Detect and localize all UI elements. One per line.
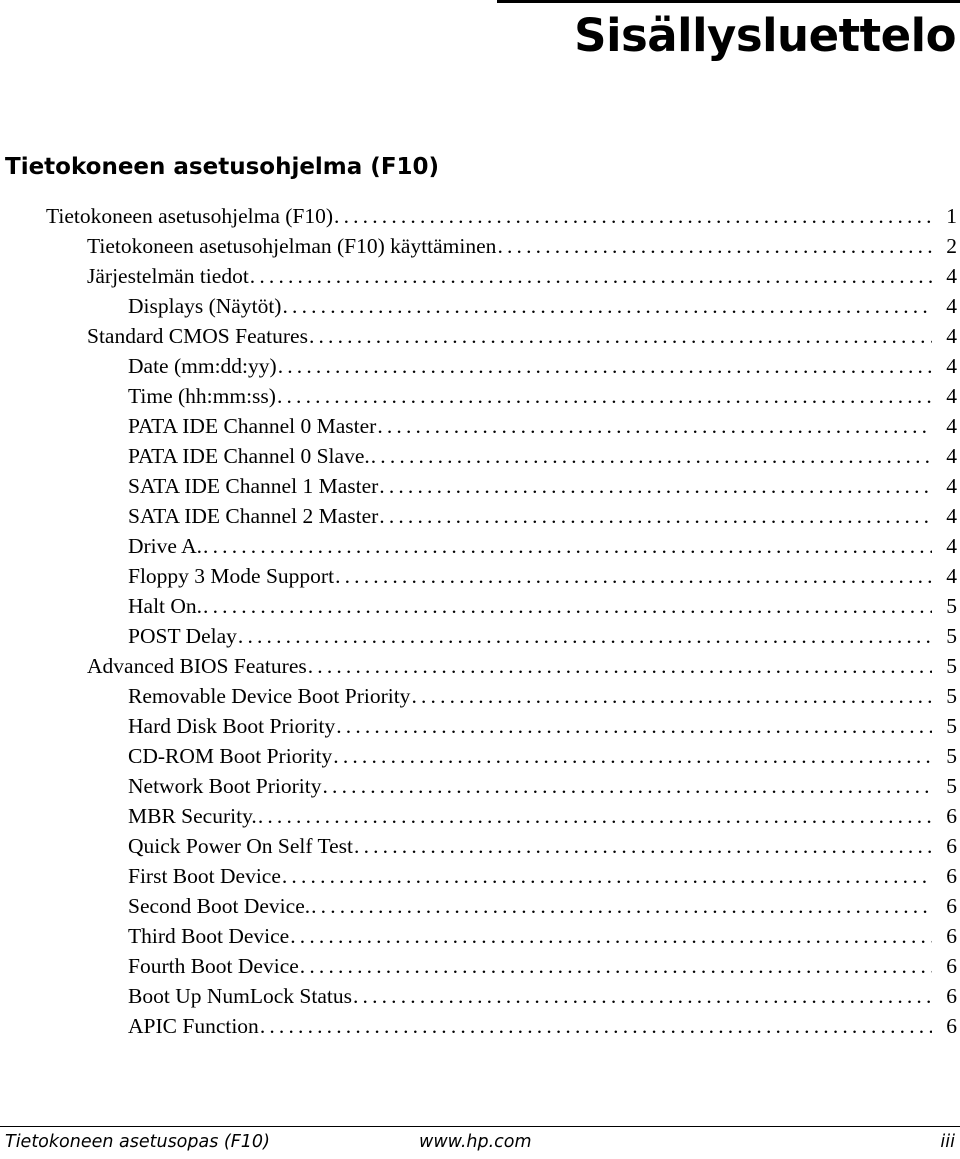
toc-entry-leader bbox=[128, 441, 940, 471]
toc-entry-title[interactable]: PATA IDE Channel 0 Slave. bbox=[128, 444, 370, 468]
toc-entry-title[interactable]: Halt On. bbox=[128, 594, 203, 618]
toc-dot-leader bbox=[258, 801, 932, 831]
toc-entry-page-number: 4 bbox=[946, 534, 957, 558]
toc-dot-leader bbox=[334, 201, 932, 231]
toc-entry-title[interactable]: Järjestelmän tiedot bbox=[87, 264, 249, 288]
toc-entry-leader bbox=[128, 381, 940, 411]
toc-entry-page-number: 5 bbox=[946, 774, 957, 798]
toc-entry-page-number: 5 bbox=[946, 624, 957, 648]
toc-entry[interactable] bbox=[0, 471, 960, 501]
toc-entry[interactable] bbox=[0, 921, 960, 951]
toc-entry-title[interactable]: Quick Power On Self Test bbox=[128, 834, 354, 858]
toc-dot-leader bbox=[309, 321, 932, 351]
toc-dot-leader bbox=[336, 711, 932, 741]
toc-entry-leader bbox=[128, 471, 940, 501]
toc-entry-page-number: 4 bbox=[946, 264, 957, 288]
toc-entry-title[interactable]: Fourth Boot Device bbox=[128, 954, 299, 978]
toc-dot-leader bbox=[278, 351, 932, 381]
toc-entry[interactable] bbox=[0, 741, 960, 771]
toc-entry[interactable] bbox=[0, 321, 960, 351]
toc-entry-page-number: 4 bbox=[946, 384, 957, 408]
toc-dot-leader bbox=[282, 291, 932, 321]
toc-entry-leader bbox=[128, 681, 940, 711]
toc-entry-title[interactable]: Second Boot Device. bbox=[128, 894, 311, 918]
toc-entry-page-number: 6 bbox=[946, 924, 957, 948]
toc-entry[interactable] bbox=[0, 381, 960, 411]
toc-dot-leader bbox=[379, 471, 932, 501]
toc-entry-title[interactable]: Tietokoneen asetusohjelma (F10) bbox=[46, 204, 334, 228]
toc-entry-page-number: 4 bbox=[946, 474, 957, 498]
toc-dot-leader bbox=[354, 831, 932, 861]
toc-dot-leader bbox=[260, 1011, 932, 1041]
toc-entry[interactable] bbox=[0, 261, 960, 291]
toc-dot-leader bbox=[311, 891, 932, 921]
header-rule bbox=[497, 0, 960, 3]
toc-entry-title[interactable]: Hard Disk Boot Priority bbox=[128, 714, 336, 738]
toc-entry[interactable] bbox=[0, 411, 960, 441]
toc-dot-leader bbox=[250, 261, 932, 291]
toc-dot-leader bbox=[335, 561, 932, 591]
toc-entry-page-number: 6 bbox=[946, 864, 957, 888]
toc-entry-leader bbox=[128, 561, 940, 591]
toc-entry[interactable] bbox=[0, 801, 960, 831]
toc-entry[interactable] bbox=[0, 291, 960, 321]
footer-website-link[interactable]: www.hp.com bbox=[419, 1132, 532, 1152]
toc-dot-leader bbox=[290, 921, 932, 951]
toc-dot-leader bbox=[308, 651, 932, 681]
toc-entry-page-number: 6 bbox=[946, 894, 957, 918]
toc-entry-leader bbox=[128, 531, 940, 561]
toc-entry[interactable] bbox=[0, 981, 960, 1011]
toc-entry-title[interactable]: POST Delay bbox=[128, 624, 237, 648]
toc-dot-leader bbox=[238, 621, 932, 651]
toc-entry-leader bbox=[128, 411, 940, 441]
toc-entry-title[interactable]: SATA IDE Channel 2 Master bbox=[128, 504, 379, 528]
toc-entry[interactable] bbox=[0, 891, 960, 921]
toc-entry-leader bbox=[128, 711, 940, 741]
toc-entry-leader bbox=[128, 591, 940, 621]
toc-entry-leader bbox=[87, 261, 940, 291]
toc-entry-page-number: 4 bbox=[946, 354, 957, 378]
toc-entry-page-number: 4 bbox=[946, 414, 957, 438]
toc-entry[interactable] bbox=[0, 201, 960, 231]
page-title: Sisällysluettelo bbox=[574, 9, 956, 62]
toc-entry-leader bbox=[128, 621, 940, 651]
toc-entry[interactable] bbox=[0, 621, 960, 651]
toc-entry-title[interactable]: Advanced BIOS Features bbox=[87, 654, 307, 678]
toc-dot-leader bbox=[411, 681, 932, 711]
toc-entry-leader bbox=[128, 831, 940, 861]
toc-entry[interactable] bbox=[0, 231, 960, 261]
toc-entry-leader bbox=[128, 741, 940, 771]
toc-entry-title[interactable]: Drive A. bbox=[128, 534, 203, 558]
toc-entry-page-number: 4 bbox=[946, 504, 957, 528]
toc-dot-leader bbox=[323, 771, 933, 801]
toc-entry-page-number: 5 bbox=[946, 714, 957, 738]
toc-entry[interactable] bbox=[0, 831, 960, 861]
toc-entry-leader bbox=[128, 951, 940, 981]
toc-dot-leader bbox=[377, 411, 932, 441]
toc-entry-page-number: 6 bbox=[946, 804, 957, 828]
toc-entry[interactable] bbox=[0, 441, 960, 471]
toc-entry-leader bbox=[128, 771, 940, 801]
toc-dot-leader bbox=[203, 531, 932, 561]
toc-entry-title[interactable]: Tietokoneen asetusohjelman (F10) käyttäminen bbox=[87, 234, 497, 258]
toc-entry-title[interactable]: PATA IDE Channel 0 Master bbox=[128, 414, 377, 438]
toc-dot-leader bbox=[353, 981, 932, 1011]
toc-dot-leader bbox=[333, 741, 932, 771]
toc-entry[interactable] bbox=[0, 501, 960, 531]
toc-entry-title[interactable]: Standard CMOS Features bbox=[87, 324, 308, 348]
toc-entry[interactable] bbox=[0, 1011, 960, 1041]
toc-entry-leader bbox=[128, 891, 940, 921]
toc-entry[interactable] bbox=[0, 711, 960, 741]
toc-entry[interactable] bbox=[0, 771, 960, 801]
toc-entry-page-number: 4 bbox=[946, 294, 957, 318]
toc-entry[interactable] bbox=[0, 351, 960, 381]
toc-entry-leader bbox=[128, 501, 940, 531]
toc-entry-page-number: 6 bbox=[946, 954, 957, 978]
footer-document-title: Tietokoneen asetusopas (F10) bbox=[5, 1132, 270, 1152]
toc-entry-title[interactable]: Time (hh:mm:ss) bbox=[128, 384, 276, 408]
toc-entry-page-number: 4 bbox=[946, 444, 957, 468]
toc-entry-title[interactable]: First Boot Device bbox=[128, 864, 281, 888]
toc-entry-leader bbox=[128, 981, 940, 1011]
toc-entry-page-number: 5 bbox=[946, 594, 957, 618]
toc-entry[interactable] bbox=[0, 651, 960, 681]
toc-entry-leader bbox=[128, 861, 940, 891]
toc-dot-leader bbox=[379, 501, 932, 531]
toc-entry-title[interactable]: Third Boot Device bbox=[128, 924, 290, 948]
toc-dot-leader bbox=[282, 861, 932, 891]
toc-dot-leader bbox=[497, 231, 932, 261]
toc-entry-page-number: 6 bbox=[946, 984, 957, 1008]
toc-entry-title[interactable]: MBR Security. bbox=[128, 804, 257, 828]
toc-entry-leader bbox=[87, 651, 940, 681]
footer-page-number: iii bbox=[940, 1132, 955, 1152]
toc-entry-leader bbox=[46, 201, 940, 231]
table-of-contents bbox=[0, 201, 960, 1041]
toc-entry-title[interactable]: SATA IDE Channel 1 Master bbox=[128, 474, 379, 498]
toc-entry[interactable] bbox=[0, 861, 960, 891]
toc-entry-leader bbox=[128, 801, 940, 831]
toc-entry-page-number: 5 bbox=[946, 654, 957, 678]
page-footer bbox=[0, 1129, 960, 1155]
toc-entry-page-number: 5 bbox=[946, 744, 957, 768]
section-heading: Tietokoneen asetusohjelma (F10) bbox=[5, 154, 440, 180]
toc-entry-title[interactable]: APIC Function bbox=[128, 1014, 259, 1038]
toc-entry-leader bbox=[128, 351, 940, 381]
footer-rule bbox=[0, 1126, 960, 1127]
toc-entry-leader bbox=[87, 321, 940, 351]
toc-entry-title[interactable]: Network Boot Priority bbox=[128, 774, 322, 798]
toc-entry-title[interactable]: Displays (Näytöt) bbox=[128, 294, 282, 318]
toc-entry-page-number: 4 bbox=[946, 324, 957, 348]
toc-entry-title[interactable]: CD-ROM Boot Priority bbox=[128, 744, 333, 768]
toc-entry-page-number: 4 bbox=[946, 564, 957, 588]
toc-entry[interactable] bbox=[0, 591, 960, 621]
toc-entry-page-number: 5 bbox=[946, 684, 957, 708]
toc-entry-leader bbox=[87, 231, 940, 261]
toc-entry-title[interactable]: Boot Up NumLock Status bbox=[128, 984, 352, 1008]
toc-entry-page-number: 6 bbox=[946, 834, 957, 858]
toc-entry-page-number: 6 bbox=[946, 1014, 957, 1038]
toc-entry[interactable] bbox=[0, 951, 960, 981]
toc-entry-page-number: 1 bbox=[946, 204, 957, 228]
toc-dot-leader bbox=[300, 951, 932, 981]
toc-entry[interactable] bbox=[0, 681, 960, 711]
toc-dot-leader bbox=[371, 441, 932, 471]
toc-dot-leader bbox=[203, 591, 932, 621]
toc-entry-leader bbox=[128, 291, 940, 321]
toc-dot-leader bbox=[277, 381, 932, 411]
toc-entry-title[interactable]: Removable Device Boot Priority bbox=[128, 684, 411, 708]
toc-entry-leader bbox=[128, 1011, 940, 1041]
toc-entry-title[interactable]: Floppy 3 Mode Support bbox=[128, 564, 335, 588]
toc-entry[interactable] bbox=[0, 561, 960, 591]
toc-entry-leader bbox=[128, 921, 940, 951]
toc-entry[interactable] bbox=[0, 531, 960, 561]
toc-entry-page-number: 2 bbox=[946, 234, 957, 258]
toc-entry-title[interactable]: Date (mm:dd:yy) bbox=[128, 354, 277, 378]
